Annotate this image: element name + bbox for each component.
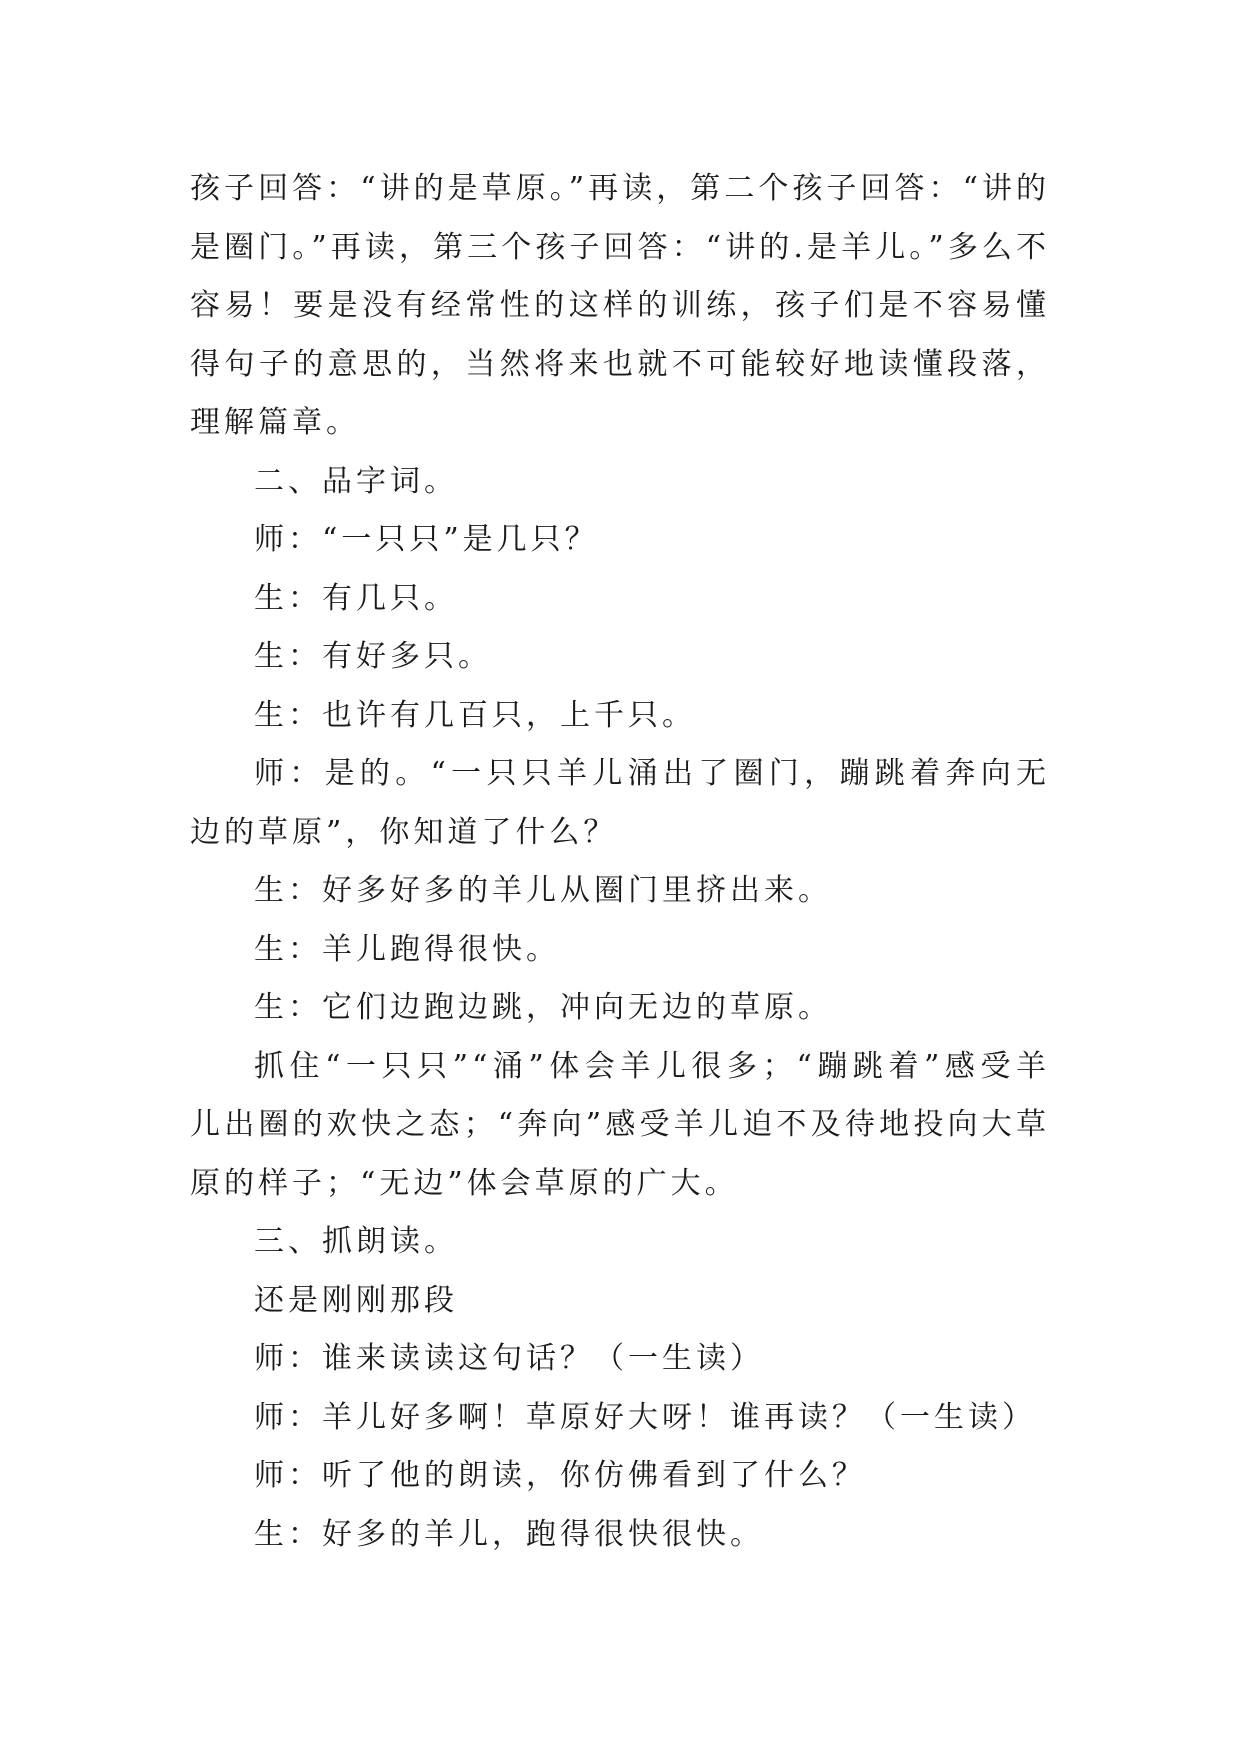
section-heading: 三、抓朗读。 bbox=[254, 1224, 458, 1259]
paragraph: 抓住“一只只”“涌”体会羊儿很多；“蹦跳着”感受羊儿出圈的欢快之态；“奔向”感受羊儿迫不及待地投向大草原的样子；“无边”体会草原的广大。 bbox=[190, 1048, 1050, 1201]
dialogue-line: 生：也许有几百只，上千只。 bbox=[254, 697, 696, 733]
dialogue-line: 师：是的。“一只只羊儿涌出了圈门，蹦跳着奔向无边的草原”，你知道了什么？ bbox=[190, 756, 1050, 850]
paragraph: 孩子回答：“讲的是草原。”再读，第二个孩子回答：“讲的是圈门。”再读，第三个孩子回答：“讲的.是羊儿。”多么不容易！要是没有经常性的这样的训练，孩子们是不容易懂得句子的意思的，当然将来也就不可能较好地读懂段落，理解篇章。 bbox=[190, 171, 1050, 440]
body-text bbox=[190, 160, 1050, 1564]
section-heading: 二、品字词。 bbox=[254, 463, 458, 499]
dialogue-line: 师：听了他的朗读，你仿佛看到了什么？ bbox=[254, 1458, 866, 1493]
dialogue-line: 生：它们边跑边跳，冲向无边的草原。 bbox=[254, 990, 832, 1025]
dialogue-line: 生：好多的羊儿，跑得很快很快。 bbox=[254, 1516, 764, 1552]
dialogue-line: 师：羊儿好多啊！草原好大呀！谁再读？（一生读） bbox=[254, 1399, 1036, 1435]
dialogue-line: 生：有好多只。 bbox=[254, 639, 492, 674]
dialogue-line: 生：羊儿跑得很快。 bbox=[254, 931, 560, 967]
dialogue-line: 师：“一只只”是几只？ bbox=[254, 522, 599, 557]
dialogue-line: 生：好多好多的羊儿从圈门里挤出来。 bbox=[254, 873, 832, 908]
dialogue-line: 师：谁来读读这句话？（一生读） bbox=[254, 1341, 764, 1376]
dialogue-line: 生：有几只。 bbox=[254, 580, 458, 616]
paragraph: 还是刚刚那段 bbox=[254, 1282, 458, 1318]
